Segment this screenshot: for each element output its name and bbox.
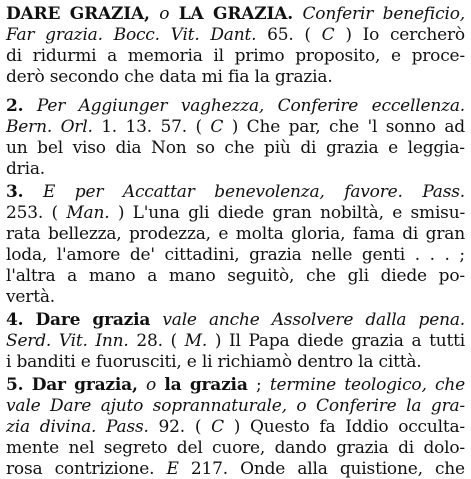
text-run: ) bbox=[231, 117, 239, 137]
text-run: beneficio, bbox=[382, 4, 465, 24]
text-run: 57. bbox=[160, 117, 187, 137]
text-run: 2. bbox=[6, 96, 24, 116]
text-run: fama bbox=[352, 224, 395, 244]
text-run: molta bbox=[235, 224, 284, 244]
text-run: il bbox=[213, 46, 224, 66]
text-line bbox=[6, 117, 465, 137]
text-run: leggia- bbox=[407, 138, 465, 158]
text-run: 5. bbox=[6, 375, 24, 395]
text-run: Man. bbox=[66, 203, 110, 223]
text-run: memoria bbox=[127, 46, 203, 66]
text-run: 13. bbox=[125, 117, 152, 137]
text-run: occulta- bbox=[398, 417, 465, 437]
text-run: benevolenza, bbox=[214, 182, 325, 202]
text-run: ( bbox=[194, 417, 202, 437]
text-run: dalla bbox=[365, 310, 407, 330]
text-line bbox=[6, 417, 465, 437]
text-run: ( bbox=[170, 331, 177, 351]
text-run: Conferire bbox=[316, 396, 397, 416]
text-run: ajuto bbox=[100, 396, 144, 416]
text-run: E bbox=[42, 182, 56, 202]
text-run: pena. bbox=[418, 310, 465, 330]
text-run: Vit. bbox=[170, 25, 200, 45]
text-run: mano bbox=[168, 266, 216, 286]
text-run: gran bbox=[272, 203, 312, 223]
text-run: mano bbox=[88, 266, 136, 286]
text-run: LA bbox=[178, 4, 204, 24]
text-run: derò secondo che data mi fia la grazia. bbox=[6, 67, 333, 87]
text-run: Iddio bbox=[345, 417, 389, 437]
text-run: 3. bbox=[6, 182, 24, 202]
text-run: grazia bbox=[336, 438, 389, 458]
text-run: cittadini, bbox=[164, 245, 240, 265]
text-run: favore. bbox=[344, 182, 403, 202]
text-run: grazia bbox=[325, 138, 379, 158]
text-line bbox=[6, 310, 465, 330]
text-run: Pass. bbox=[422, 182, 465, 202]
text-line bbox=[6, 245, 465, 265]
text-run: l'amore bbox=[56, 245, 121, 265]
text-run: di bbox=[402, 224, 419, 244]
text-run: DARE bbox=[6, 4, 61, 24]
text-run: 253. bbox=[6, 203, 44, 223]
text-run: rata bbox=[6, 224, 41, 244]
text-run: eccellenza. bbox=[371, 96, 465, 116]
text-run: o bbox=[146, 375, 157, 395]
text-run: M. bbox=[184, 331, 208, 351]
text-run: Accattar bbox=[122, 182, 195, 202]
text-run: a bbox=[411, 331, 422, 351]
text-run: gli bbox=[347, 266, 369, 286]
text-run: teologico, bbox=[344, 375, 427, 395]
text-run: Serd. bbox=[6, 331, 52, 351]
text-run: smisu- bbox=[410, 203, 465, 223]
text-run: rosa bbox=[6, 459, 43, 479]
text-run: anche bbox=[208, 310, 260, 330]
text-run: di bbox=[300, 138, 317, 158]
text-line bbox=[6, 375, 465, 395]
text-run: gloria, bbox=[291, 224, 346, 244]
text-run: vale bbox=[6, 396, 41, 416]
text-line bbox=[6, 459, 465, 479]
text-run: sonno bbox=[385, 117, 436, 137]
text-run: C bbox=[321, 25, 335, 45]
text-run: bel bbox=[37, 138, 63, 158]
text-run: che bbox=[434, 459, 465, 479]
text-run: Bocc. bbox=[113, 25, 160, 45]
text-run: . bbox=[414, 245, 420, 265]
text-run: o bbox=[159, 4, 170, 24]
text-run: segreto bbox=[103, 438, 168, 458]
text-run: dolo- bbox=[423, 438, 465, 458]
text-run: i banditi e fuorusciti, e li richiamò dentro la città. bbox=[6, 352, 422, 372]
text-run: Dar bbox=[31, 375, 66, 395]
text-run: e bbox=[390, 46, 401, 66]
text-line bbox=[6, 46, 465, 66]
text-run: dando bbox=[274, 438, 327, 458]
text-run: grazia. bbox=[45, 25, 103, 45]
text-run: ) bbox=[117, 203, 125, 223]
text-line bbox=[6, 352, 422, 372]
text-run: diede bbox=[217, 203, 264, 223]
text-run: proposito, bbox=[295, 46, 381, 66]
text-run: diede bbox=[297, 331, 344, 351]
text-run: Non bbox=[151, 138, 187, 158]
text-run: del bbox=[176, 438, 203, 458]
text-run: grazia bbox=[189, 375, 248, 395]
text-run: divina. bbox=[39, 417, 97, 437]
text-run: a bbox=[107, 46, 118, 66]
text-run: più bbox=[264, 138, 291, 158]
text-run: a bbox=[67, 266, 78, 286]
text-run: Bern. bbox=[6, 117, 53, 137]
text-run: Papa bbox=[248, 331, 290, 351]
text-run: che bbox=[329, 117, 359, 137]
text-run: o bbox=[296, 396, 307, 416]
text-line bbox=[6, 96, 465, 116]
text-run: di bbox=[398, 438, 414, 458]
text-run: ) bbox=[233, 417, 241, 437]
text-run: Io bbox=[362, 25, 380, 45]
text-run: vertà. bbox=[6, 287, 55, 307]
text-run: contrizione. bbox=[54, 459, 155, 479]
text-run: 92. bbox=[158, 417, 185, 437]
text-line bbox=[6, 396, 465, 416]
text-run: Dare bbox=[35, 310, 81, 330]
text-run: ridurmi bbox=[32, 46, 97, 66]
text-run: nelle bbox=[311, 245, 353, 265]
text-line bbox=[6, 4, 465, 24]
text-line bbox=[6, 25, 465, 45]
text-run: Orl. bbox=[60, 117, 93, 137]
text-run: Il bbox=[228, 331, 241, 351]
text-run: cuore, bbox=[212, 438, 266, 458]
text-run: genti bbox=[361, 245, 406, 265]
text-run: la bbox=[406, 396, 422, 416]
text-run: grazia bbox=[92, 310, 151, 330]
text-line bbox=[6, 266, 465, 286]
text-run: la bbox=[164, 375, 182, 395]
text-run: 217. bbox=[190, 459, 228, 479]
text-run: grazia, bbox=[74, 375, 138, 395]
text-run: ) bbox=[345, 25, 352, 45]
text-run: ; bbox=[459, 245, 465, 265]
text-run: diede bbox=[380, 266, 427, 286]
text-run: fa bbox=[319, 417, 336, 437]
text-run: 28. bbox=[136, 331, 163, 351]
text-run: Onde bbox=[240, 459, 286, 479]
text-run: ad bbox=[444, 117, 465, 137]
text-line bbox=[6, 287, 55, 307]
text-run: per bbox=[74, 182, 104, 202]
text-run: ) bbox=[214, 331, 222, 351]
text-run: Pass. bbox=[106, 417, 149, 437]
text-line bbox=[6, 67, 333, 87]
text-run: nobiltà, bbox=[320, 203, 384, 223]
text-run: Assolvere bbox=[271, 310, 354, 330]
text-run: Far bbox=[6, 25, 35, 45]
text-run: e bbox=[388, 138, 398, 158]
text-run: C bbox=[211, 417, 224, 437]
text-run: GRAZIA, bbox=[69, 4, 150, 24]
text-run: proce- bbox=[411, 46, 465, 66]
text-run: Per bbox=[36, 96, 66, 116]
text-run: tutti bbox=[429, 331, 465, 351]
text-run: cercherò bbox=[389, 25, 465, 45]
text-run: E bbox=[166, 459, 179, 479]
text-run: e bbox=[392, 203, 403, 223]
text-run: bellezza, bbox=[47, 224, 122, 244]
text-run: nel bbox=[68, 438, 95, 458]
text-run: Conferir bbox=[302, 4, 374, 24]
text-run: di bbox=[6, 46, 22, 66]
text-run: 'l bbox=[367, 117, 378, 137]
text-line bbox=[6, 159, 45, 179]
text-run: GRAZIA. bbox=[213, 4, 293, 24]
text-line bbox=[6, 138, 465, 158]
text-run: alla bbox=[297, 459, 328, 479]
text-run: a bbox=[147, 266, 158, 286]
text-run: primo bbox=[234, 46, 285, 66]
text-run: dia bbox=[115, 138, 142, 158]
text-run: ; bbox=[255, 375, 262, 395]
text-line bbox=[6, 331, 465, 351]
text-run: 4. bbox=[6, 310, 24, 330]
text-run: 1. bbox=[101, 117, 118, 137]
text-run: gran bbox=[425, 224, 465, 244]
text-run: de' bbox=[129, 245, 155, 265]
text-run: Dant. bbox=[210, 25, 257, 45]
text-run: par, bbox=[288, 117, 321, 137]
text-run: zia bbox=[6, 417, 30, 437]
text-run: che bbox=[435, 375, 465, 395]
text-run: quistione, bbox=[339, 459, 423, 479]
text-run: . bbox=[429, 245, 435, 265]
text-run: Vit. bbox=[58, 331, 88, 351]
text-run: loda, bbox=[6, 245, 48, 265]
text-run: 65. bbox=[267, 25, 294, 45]
text-run: L'una bbox=[132, 203, 180, 223]
text-run: dria. bbox=[6, 159, 45, 179]
text-run: seguitò, bbox=[227, 266, 295, 286]
text-run: Aggiunger bbox=[78, 96, 168, 116]
text-line bbox=[6, 224, 465, 244]
text-run: termine bbox=[269, 375, 337, 395]
text-run: ( bbox=[195, 117, 202, 137]
text-line bbox=[6, 182, 465, 202]
text-run: grazia bbox=[249, 245, 302, 265]
text-run: Inn. bbox=[95, 331, 129, 351]
text-run: soprannaturale, bbox=[152, 396, 287, 416]
text-run: Conferire bbox=[277, 96, 359, 116]
text-run: ( bbox=[304, 25, 311, 45]
text-run: l'altra bbox=[6, 266, 56, 286]
text-line bbox=[6, 203, 465, 223]
text-run: vaghezza, bbox=[180, 96, 265, 116]
text-run: che bbox=[305, 266, 336, 286]
text-run: che bbox=[224, 138, 255, 158]
text-run: grazia bbox=[351, 331, 404, 351]
text-run: . bbox=[444, 245, 450, 265]
text-run: Che bbox=[246, 117, 281, 137]
text-run: gra- bbox=[430, 396, 465, 416]
text-run: e bbox=[218, 224, 229, 244]
text-run: C bbox=[210, 117, 224, 137]
text-run: prodezza, bbox=[129, 224, 211, 244]
text-run: so bbox=[196, 138, 215, 158]
text-run: un bbox=[6, 138, 28, 158]
text-run: gli bbox=[188, 203, 210, 223]
text-line bbox=[6, 438, 465, 458]
text-run: viso bbox=[72, 138, 106, 158]
text-run: Dare bbox=[50, 396, 92, 416]
text-run: Questo bbox=[249, 417, 310, 437]
text-run: vale bbox=[162, 310, 197, 330]
text-run: po- bbox=[438, 266, 465, 286]
text-run: mente bbox=[6, 438, 60, 458]
text-run: ( bbox=[51, 203, 58, 223]
